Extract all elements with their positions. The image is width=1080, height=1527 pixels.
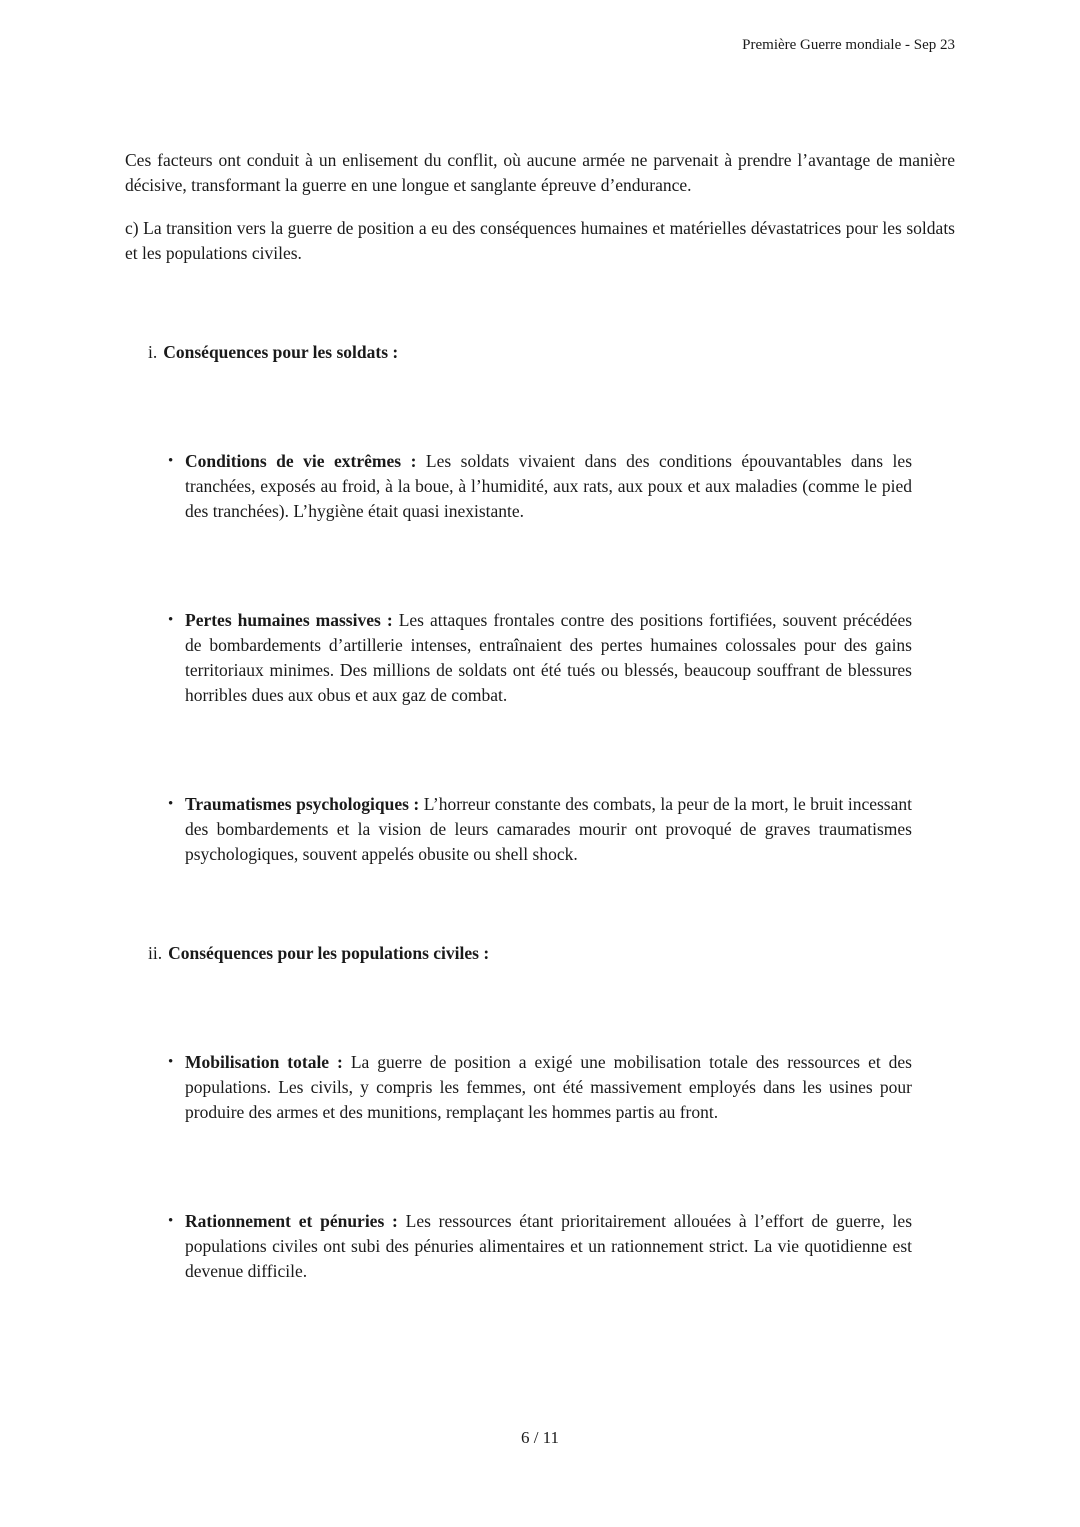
paragraph-intro: Ces facteurs ont conduit à un enlisement du conflit, où aucune armée ne parvenait à prendre l’avantage de manière décisive, transformant la guerre en une longue et sanglante épreuve d’endurance. (125, 150, 955, 195)
bullet-item-mobilisation (168, 1050, 912, 1125)
bullet-marker: • (168, 1054, 174, 1070)
bullet-marker: • (168, 612, 174, 628)
section-heading-soldats (125, 340, 955, 365)
bullet-item-pertes (168, 608, 912, 708)
bullet-lead: Pertes humaines massives : (185, 610, 393, 630)
bullet-marker: • (168, 1213, 174, 1229)
document-body (125, 148, 955, 1284)
section-heading-civils (125, 941, 955, 966)
page-number: 6 / 11 (520, 1428, 560, 1447)
bullet-body: La guerre de position a exigé une mobilisation totale des ressources et des populations. Les civils, y compris les femmes, ont été massivement employés dans les usines pour produire des armes et des munitions, remplaçant les hommes partis au front. (185, 1052, 912, 1122)
bullet-lead: Mobilisation totale : (185, 1052, 343, 1072)
page-header: Première Guerre mondiale - Sep 23 (742, 37, 955, 53)
bullet-marker: • (168, 796, 174, 812)
bullet-lead: Rationnement et pénuries : (185, 1211, 398, 1231)
paragraph-transition: c) La transition vers la guerre de position a eu des conséquences humaines et matérielles dévastatrices pour les soldats et les populations civiles. (125, 218, 955, 263)
bullet-body: Les attaques frontales contre des positions fortifiées, souvent précédées de bombardements d’artillerie intenses, entraînaient des pertes humaines colossales pour des gains territoriaux minimes. Des millions de soldats ont été tués ou blessés, beaucoup souffrant de blessures horribles dues aux obus et aux gaz de combat. (185, 610, 913, 705)
bullet-lead: Traumatismes psychologiques : (185, 794, 420, 814)
bullet-body: L’horreur constante des combats, la peur de la mort, le bruit incessant des bombardements et la vision de leurs camarades mourir ont provoqué de graves traumatismes psychologiques, souvent appelés obusite ou shell shock. (185, 794, 912, 864)
bullet-item-conditions (168, 449, 912, 524)
section-number: i. (148, 342, 158, 362)
bullet-item-traumatismes (168, 792, 912, 867)
bullet-body: Les ressources étant prioritairement allouées à l’effort de guerre, les populations civiles ont subi des pénuries alimentaires et un rationnement strict. La vie quotidienne est devenue difficile. (185, 1211, 912, 1281)
bullet-body: Les soldats vivaient dans des conditions épouvantables dans les tranchées, exposés au froid, à la boue, à l’humidité, aux rats, aux poux et aux maladies (comme le pied des tranchées). L’hygiène était quasi inexistante. (185, 451, 913, 521)
section-title: Conséquences pour les populations civiles : (168, 943, 490, 963)
section-number: ii. (148, 943, 163, 963)
bullet-lead: Conditions de vie extrêmes : (185, 451, 417, 471)
section-title: Conséquences pour les soldats : (163, 342, 399, 362)
bullet-item-rationnement (168, 1209, 912, 1284)
bullet-marker: • (168, 453, 174, 469)
